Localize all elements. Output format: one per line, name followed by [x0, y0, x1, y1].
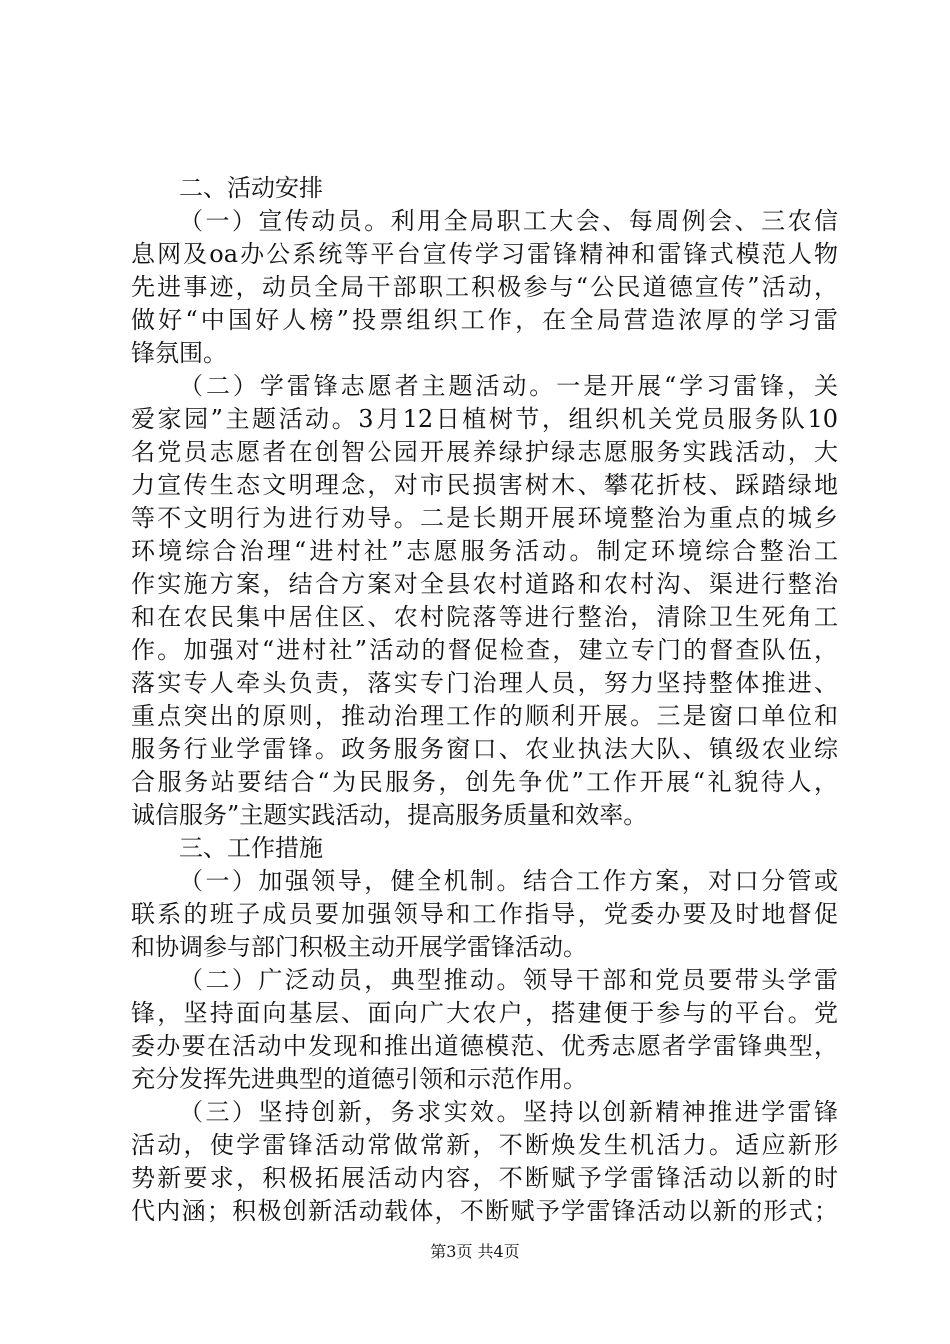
text-line: 作实施方案，结合方案对全县农村道路和农村沟、渠进行整治: [131, 570, 838, 598]
text-line: （三）坚持创新，务求实效。坚持以创新精神推进学雷锋: [179, 1098, 838, 1126]
text-line: 锋氛围。: [131, 339, 227, 367]
text-line: 重点突出的原则，推动治理工作的顺利开展。三是窗口单位和: [131, 702, 838, 730]
text-line: （一）宣传动员。利用全局职工大会、每周例会、三农信: [179, 207, 838, 235]
text-line: 锋，坚持面向基层、面向广大农户，搭建便于参与的平台。党: [131, 999, 838, 1027]
text-line: 和协调参与部门积极主动开展学雷锋活动。: [131, 933, 587, 961]
text-line: 和在农民集中居住区、农村院落等进行整治，清除卫生死角工: [131, 603, 838, 631]
section-heading: 二、活动安排: [179, 174, 323, 202]
text-line: （一）加强领导，健全机制。结合工作方案，对口分管或: [179, 867, 838, 895]
text-line: 服务行业学雷锋。政务服务窗口、农业执法大队、镇级农业综: [131, 735, 838, 763]
text-line: 做好“中国好人榜”投票组织工作，在全局营造浓厚的学习雷: [131, 306, 838, 334]
text-line: 委办要在活动中发现和推出道德模范、优秀志愿者学雷锋典型，: [131, 1032, 838, 1060]
text-line: （二）学雷锋志愿者主题活动。一是开展“学习雷锋，关: [179, 372, 838, 400]
text-line: 诚信服务”主题实践活动，提高服务质量和效率。: [131, 801, 648, 829]
text-line: 先进事迹，动员全局干部职工积极参与“公民道德宣传”活动，: [131, 273, 838, 301]
section-heading: 三、工作措施: [179, 834, 323, 862]
text-line: 活动，使学雷锋活动常做常新，不断焕发生机活力。适应新形: [131, 1131, 838, 1159]
text-line: 名党员志愿者在创智公园开展养绿护绿志愿服务实践活动，大: [131, 438, 838, 466]
text-line: 环境综合治理“进村社”志愿服务活动。制定环境综合整治工: [131, 537, 838, 565]
text-line: 等不文明行为进行劝导。二是长期开展环境整治为重点的城乡: [131, 504, 838, 532]
text-line: 息网及oa办公系统等平台宣传学习雷锋精神和雷锋式模范人物: [131, 240, 838, 268]
text-line: 充分发挥先进典型的道德引领和示范作用。: [131, 1065, 587, 1093]
text-line: 爱家园”主题活动。3月12日植树节，组织机关党员服务队10: [131, 405, 838, 433]
page-footer: 第3页 共4页: [430, 1242, 520, 1261]
text-line: 联系的班子成员要加强领导和工作指导，党委办要及时地督促: [131, 900, 838, 928]
text-line: 代内涵；积极创新活动载体，不断赋予学雷锋活动以新的形式；: [131, 1197, 838, 1225]
text-line: 势新要求，积极拓展活动内容，不断赋予学雷锋活动以新的时: [131, 1164, 838, 1192]
text-line: 作。加强对“进村社”活动的督促检查，建立专门的督查队伍，: [131, 636, 838, 664]
text-line: （二）广泛动员，典型推动。领导干部和党员要带头学雷: [179, 966, 838, 994]
text-line: 力宣传生态文明理念，对市民损害树木、攀花折枝、踩踏绿地: [131, 471, 838, 499]
text-line: 落实专人牵头负责，落实专门治理人员，努力坚持整体推进、: [131, 669, 838, 697]
text-line: 合服务站要结合“为民服务，创先争优”工作开展“礼貌待人，: [131, 768, 838, 796]
document-body: [131, 172, 838, 1228]
